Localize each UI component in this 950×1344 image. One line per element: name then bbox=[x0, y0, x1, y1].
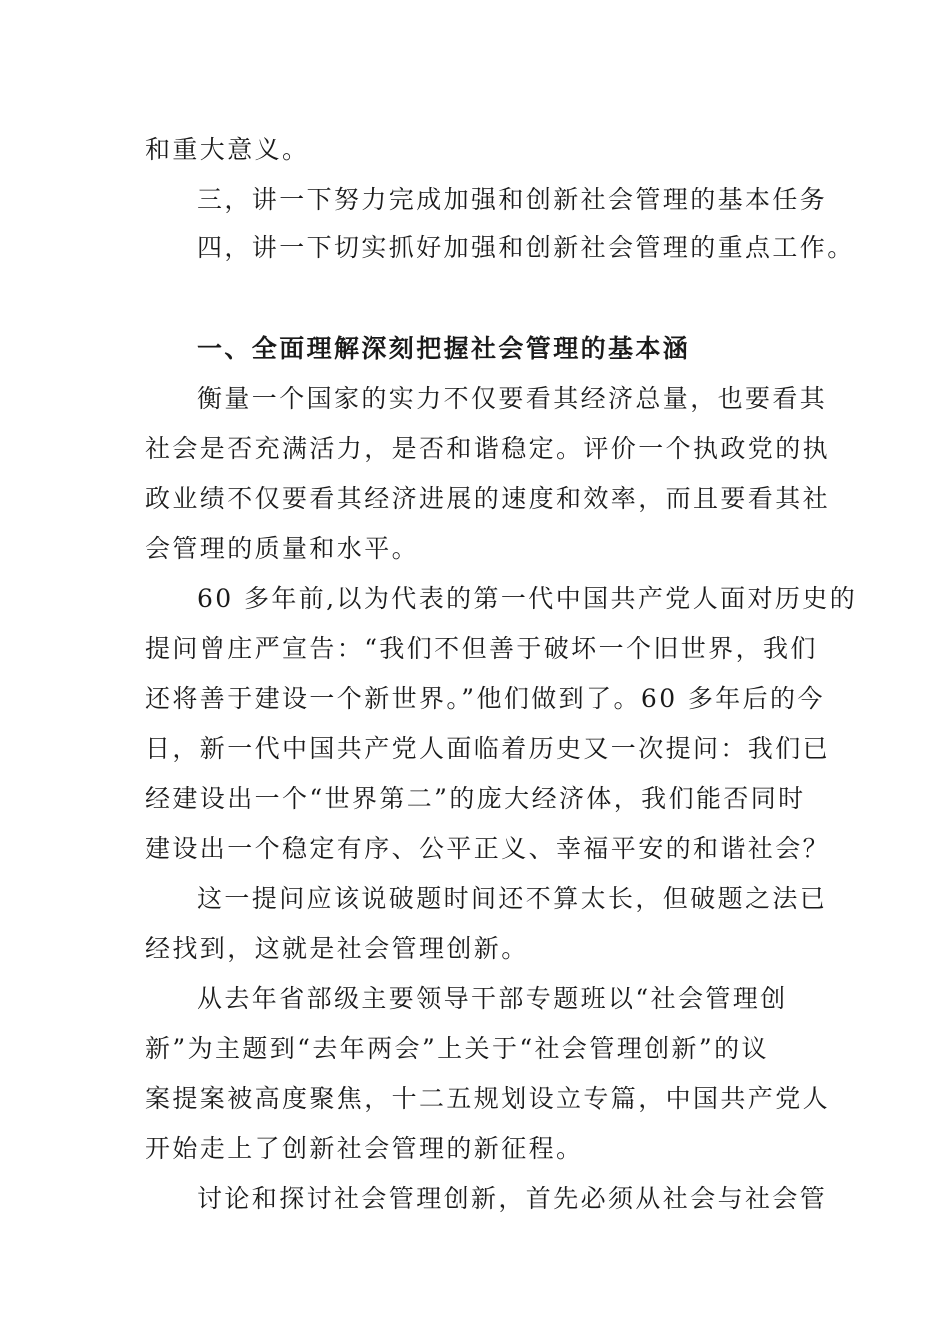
paragraph-line: 政业绩不仅要看其经济进展的速度和效率，而且要看其社 bbox=[145, 484, 831, 513]
paragraph-line: 衡量一个国家的实力不仅要看其经济总量，也要看其 bbox=[197, 384, 828, 413]
document-body bbox=[145, 0, 858, 1344]
paragraph-line: 开始走上了创新社会管理的新征程。 bbox=[145, 1134, 584, 1163]
paragraph-line: 经找到，这就是社会管理创新。 bbox=[145, 934, 529, 963]
section-heading: 一、全面理解深刻把握社会管理的基本涵 bbox=[197, 334, 691, 363]
paragraph-line: 日，新一代中国共产党人面临着历史又一次提问：我们已 bbox=[145, 734, 831, 763]
paragraph-line: 案提案被高度聚焦，十二五规划设立专篇，中国共产党人 bbox=[145, 1084, 831, 1113]
paragraph-line: 会管理的质量和水平。 bbox=[145, 534, 420, 563]
paragraph-line: 这一提问应该说破题时间还不算太长，但破题之法已 bbox=[197, 884, 828, 913]
paragraph-line: 建设出一个稳定有序、公平正义、幸福平安的和谐社会？ bbox=[145, 834, 831, 863]
outline-item-4: 四，讲一下切实抓好加强和创新社会管理的重点工作。 bbox=[197, 233, 855, 262]
paragraph-line: 新”为主题到“去年两会”上关于“社会管理创新”的议 bbox=[145, 1034, 769, 1063]
paragraph-line: 还将善于建设一个新世界。”他们做到了。60 多年后的今 bbox=[145, 684, 825, 713]
paragraph-line: 讨论和探讨社会管理创新，首先必须从社会与社会管 bbox=[197, 1184, 828, 1213]
paragraph-line: 提问曾庄严宣告：“我们不但善于破坏一个旧世界，我们 bbox=[145, 634, 818, 663]
paragraph-line: 从去年省部级主要领导干部专题班以“社会管理创 bbox=[197, 984, 788, 1013]
paragraph-line: 和重大意义。 bbox=[145, 135, 310, 164]
paragraph-line: 社会是否充满活力，是否和谐稳定。评价一个执政党的执 bbox=[145, 434, 831, 463]
outline-item-3: 三，讲一下努力完成加强和创新社会管理的基本任务 bbox=[197, 185, 828, 214]
paragraph-line: 经建设出一个“世界第二”的庞大经济体，我们能否同时 bbox=[145, 784, 806, 813]
paragraph-line: 60 多年前,以为代表的第一代中国共产党人面对历史的 bbox=[197, 584, 858, 613]
